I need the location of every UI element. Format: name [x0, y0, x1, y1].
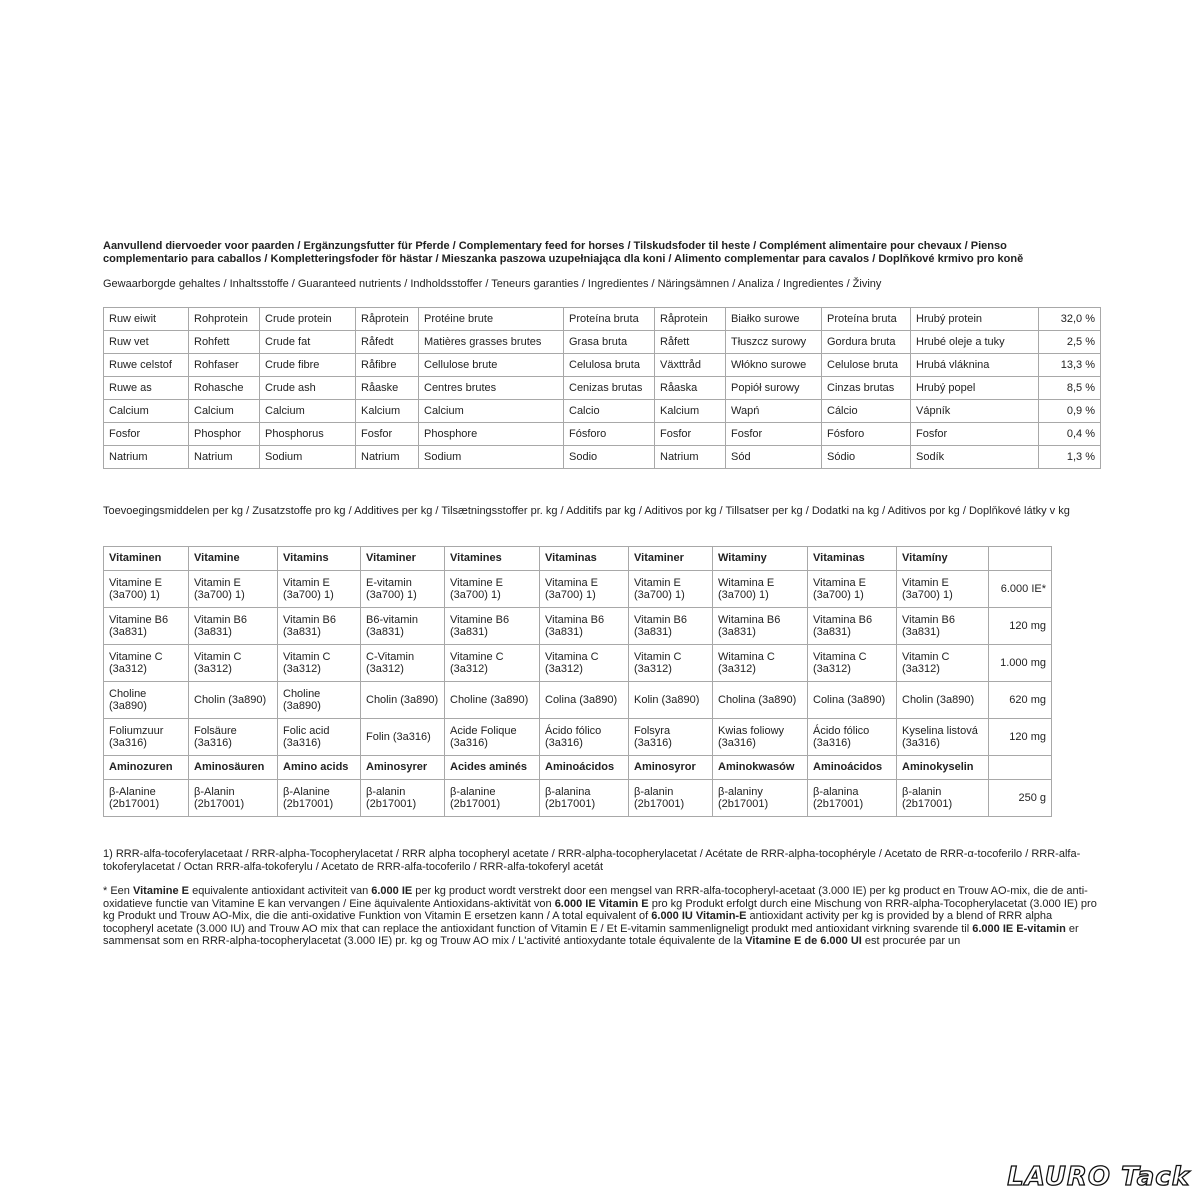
- table-cell: Vitaminen: [104, 547, 189, 571]
- table-cell: Råaske: [356, 377, 419, 400]
- table-cell: Vitaminas: [540, 547, 629, 571]
- table-cell: C-Vitamin (3a312): [361, 645, 445, 682]
- table-cell: 6.000 IE*: [989, 571, 1052, 608]
- table-cell: Vitamina B6 (3a831): [808, 608, 897, 645]
- table-cell: Colina (3a890): [808, 682, 897, 719]
- brand-logo: LAURO Tack: [1007, 1162, 1190, 1192]
- table-cell: Acides aminés: [445, 756, 540, 780]
- table-cell: Vitamina E (3a700) 1): [808, 571, 897, 608]
- table-cell: Proteína bruta: [564, 308, 655, 331]
- table-cell: Cholin (3a890): [189, 682, 278, 719]
- table-cell: Ruw vet: [104, 331, 189, 354]
- table-cell: Cholin (3a890): [361, 682, 445, 719]
- table-cell: Calcium: [104, 400, 189, 423]
- table-cell: Vitamíny: [897, 547, 989, 571]
- table-cell: Calcium: [419, 400, 564, 423]
- table-cell: Råfedt: [356, 331, 419, 354]
- table-cell: Natrium: [104, 446, 189, 469]
- table-cell: Kolin (3a890): [629, 682, 713, 719]
- table-cell: 13,3 %: [1039, 354, 1101, 377]
- table-cell: Phosphorus: [260, 423, 356, 446]
- table-cell: Witamina E (3a700) 1): [713, 571, 808, 608]
- nutrient-row: [104, 377, 1101, 400]
- table-cell: E-vitamin (3a700) 1): [361, 571, 445, 608]
- table-cell: Vitamin C (3a312): [897, 645, 989, 682]
- table-cell: Phosphor: [189, 423, 260, 446]
- table-cell: Matières grasses brutes: [419, 331, 564, 354]
- table-cell: 8,5 %: [1039, 377, 1101, 400]
- table-cell: Tłuszcz surowy: [726, 331, 822, 354]
- table-cell: Cinzas brutas: [822, 377, 911, 400]
- table-cell: Protéine brute: [419, 308, 564, 331]
- table-cell: Rohfaser: [189, 354, 260, 377]
- table-cell: Sodium: [419, 446, 564, 469]
- table-cell: Gordura bruta: [822, 331, 911, 354]
- footnote-text: antioxidant activity per kg is provided by a blend of RRR alpha tocopheryl acetate (3.000 IU) and Trouw AO mix that can replace the antioxidant function of Vitamin E / Et E-vitamin sammenligneligt produkt med antioxidant virkning svarende til: [103, 910, 1053, 935]
- table-cell: Vitamine: [189, 547, 278, 571]
- table-cell: Cellulose brute: [419, 354, 564, 377]
- table-cell: 120 mg: [989, 719, 1052, 756]
- page-heading: Aanvullend diervoeder voor paarden / Ergänzungsfutter für Pferde / Complementary feed for horses / Tilskudsfoder til heste / Complément alimentaire pour chevaux / Pienso complementario para caballos / Kompletteringsfoder för hästar / Mieszanka paszowa uzupełniająca dla koni / Alimento complementar para cavalos / Doplňkové krmivo pro koně: [103, 240, 1024, 265]
- table-cell: β-alaniny (2b17001): [713, 780, 808, 817]
- table-cell: Rohprotein: [189, 308, 260, 331]
- table-cell: Aminoácidos: [540, 756, 629, 780]
- nutrient-row: [104, 331, 1101, 354]
- table-cell: Foliumzuur (3a316): [104, 719, 189, 756]
- table-cell: Fosfor: [726, 423, 822, 446]
- table-cell: Popiół surowy: [726, 377, 822, 400]
- nutrients-caption: Gewaarborgde gehaltes / Inhaltsstoffe / Guaranteed nutrients / Indholdsstoffer / Teneurs garanties / Ingredientes / Näringsämnen / Analiza / Ingredientes / Živiny: [103, 278, 882, 290]
- table-cell: Vitaminer: [629, 547, 713, 571]
- table-cell: Sodík: [911, 446, 1039, 469]
- table-cell: Calcio: [564, 400, 655, 423]
- table-cell: Vitamine B6 (3a831): [104, 608, 189, 645]
- vitamin-row: [104, 719, 1052, 756]
- table-cell: Fósforo: [564, 423, 655, 446]
- nutrient-row: [104, 400, 1101, 423]
- table-cell: 0,4 %: [1039, 423, 1101, 446]
- table-cell: Amino acids: [278, 756, 361, 780]
- table-cell: Crude fibre: [260, 354, 356, 377]
- table-cell: Crude protein: [260, 308, 356, 331]
- table-cell: Aminoácidos: [808, 756, 897, 780]
- table-cell: Cholina (3a890): [713, 682, 808, 719]
- table-cell: Vitamines: [445, 547, 540, 571]
- table-cell: Grasa bruta: [564, 331, 655, 354]
- table-cell: Råprotein: [356, 308, 419, 331]
- table-cell: [989, 756, 1052, 780]
- table-cell: Ruw eiwit: [104, 308, 189, 331]
- table-cell: Vitamina E (3a700) 1): [540, 571, 629, 608]
- table-cell: Vitamin E (3a700) 1): [278, 571, 361, 608]
- table-cell: Natrium: [655, 446, 726, 469]
- table-cell: β-Alanin (2b17001): [189, 780, 278, 817]
- footnote-bold-text: 6.000 IE: [371, 885, 413, 897]
- table-cell: β-alanin (2b17001): [897, 780, 989, 817]
- table-cell: Vitamina C (3a312): [540, 645, 629, 682]
- footnote-text: equivalente antioxidant activiteit van: [189, 885, 372, 897]
- table-cell: Folsäure (3a316): [189, 719, 278, 756]
- table-cell: Hrubé oleje a tuky: [911, 331, 1039, 354]
- table-cell: Włókno surowe: [726, 354, 822, 377]
- table-cell: Ácido fólico (3a316): [540, 719, 629, 756]
- table-cell: Folin (3a316): [361, 719, 445, 756]
- table-cell: Witamina C (3a312): [713, 645, 808, 682]
- table-cell: Vitamin B6 (3a831): [897, 608, 989, 645]
- table-cell: Kalcium: [655, 400, 726, 423]
- table-cell: Aminokwasów: [713, 756, 808, 780]
- amino-acids-header-row: [104, 756, 1052, 780]
- table-cell: Vitamine E (3a700) 1): [104, 571, 189, 608]
- footnote-text: er sammensat som en RRR-alpha-tocopherylacetat (3.000 IE) pr. kg og Trouw AO mix / L'activité antioxydante totale équivalente de la: [103, 922, 1079, 948]
- table-cell: Vápník: [911, 400, 1039, 423]
- footnote-vitamin-e: [103, 885, 1098, 948]
- vitamin-row: [104, 571, 1052, 608]
- table-cell: 2,5 %: [1039, 331, 1101, 354]
- table-cell: 250 g: [989, 780, 1052, 817]
- table-cell: β-alanin (2b17001): [629, 780, 713, 817]
- footnote-bold-text: Vitamine E de 6.000 UI: [745, 935, 862, 948]
- table-cell: Centres brutes: [419, 377, 564, 400]
- table-cell: Choline (3a890): [445, 682, 540, 719]
- table-cell: Aminosyrer: [361, 756, 445, 780]
- table-cell: Cholin (3a890): [897, 682, 989, 719]
- table-cell: Kwias foliowy (3a316): [713, 719, 808, 756]
- table-cell: Vitamin E (3a700) 1): [897, 571, 989, 608]
- table-cell: Vitaminer: [361, 547, 445, 571]
- table-cell: Phosphore: [419, 423, 564, 446]
- table-cell: Choline (3a890): [104, 682, 189, 719]
- table-cell: Hrubá vláknina: [911, 354, 1039, 377]
- table-cell: Witamina B6 (3a831): [713, 608, 808, 645]
- table-cell: Calcium: [189, 400, 260, 423]
- table-cell: 1,3 %: [1039, 446, 1101, 469]
- table-cell: Råfibre: [356, 354, 419, 377]
- table-cell: Aminokyselin: [897, 756, 989, 780]
- table-cell: Natrium: [356, 446, 419, 469]
- table-cell: B6-vitamin (3a831): [361, 608, 445, 645]
- table-cell: Crude fat: [260, 331, 356, 354]
- nutrient-row: [104, 423, 1101, 446]
- table-cell: Sódio: [822, 446, 911, 469]
- table-cell: Choline (3a890): [278, 682, 361, 719]
- vitamins-header-row: [104, 547, 1052, 571]
- table-cell: β-alanine (2b17001): [445, 780, 540, 817]
- table-cell: Vitamin B6 (3a831): [629, 608, 713, 645]
- table-cell: Celulose bruta: [822, 354, 911, 377]
- table-cell: Aminosäuren: [189, 756, 278, 780]
- table-cell: β-Alanine (2b17001): [278, 780, 361, 817]
- table-cell: Cenizas brutas: [564, 377, 655, 400]
- additives-table: [103, 546, 1052, 817]
- table-cell: Aminosyror: [629, 756, 713, 780]
- table-cell: Rohasche: [189, 377, 260, 400]
- table-cell: Proteína bruta: [822, 308, 911, 331]
- nutrient-row: [104, 354, 1101, 377]
- nutrients-table: [103, 307, 1101, 469]
- table-cell: 0,9 %: [1039, 400, 1101, 423]
- table-cell: Vitamina C (3a312): [808, 645, 897, 682]
- table-cell: Kalcium: [356, 400, 419, 423]
- table-cell: Vitamin E (3a700) 1): [629, 571, 713, 608]
- table-cell: Crude ash: [260, 377, 356, 400]
- footnote-text: pro kg Produkt erfolgt durch eine Mischung von RRR-alpha-Tocopherylacetat (3.000 IE) pro kg Produkt und Trouw AO-Mix, die die anti-oxidative Funktion von Vitamin E ersetzen kann / A total equivalent of: [103, 897, 1097, 923]
- table-cell: Witaminy: [713, 547, 808, 571]
- table-cell: Vitamin C (3a312): [189, 645, 278, 682]
- table-cell: Cálcio: [822, 400, 911, 423]
- footnote-bold-text: 6.000 IE Vitamin E: [554, 897, 649, 910]
- table-cell: Sodium: [260, 446, 356, 469]
- table-cell: Vitamina B6 (3a831): [540, 608, 629, 645]
- table-cell: Vitamin B6 (3a831): [189, 608, 278, 645]
- table-cell: β-Alanine (2b17001): [104, 780, 189, 817]
- vitamin-row: [104, 645, 1052, 682]
- table-cell: Sodio: [564, 446, 655, 469]
- table-cell: Vitamin E (3a700) 1): [189, 571, 278, 608]
- table-cell: Vitaminas: [808, 547, 897, 571]
- table-cell: Vitamins: [278, 547, 361, 571]
- footnote-text: * Een: [103, 885, 133, 897]
- table-cell: 120 mg: [989, 608, 1052, 645]
- table-cell: Vitamin C (3a312): [278, 645, 361, 682]
- table-cell: Celulosa bruta: [564, 354, 655, 377]
- footnote-bold-text: 6.000 IU Vitamin-E: [651, 910, 747, 923]
- table-cell: Fósforo: [822, 423, 911, 446]
- table-cell: Fosfor: [356, 423, 419, 446]
- table-cell: Sód: [726, 446, 822, 469]
- table-cell: Folsyra (3a316): [629, 719, 713, 756]
- table-cell: Råaska: [655, 377, 726, 400]
- table-cell: Vitamin B6 (3a831): [278, 608, 361, 645]
- table-cell: Natrium: [189, 446, 260, 469]
- table-cell: Vitamine C (3a312): [104, 645, 189, 682]
- table-cell: Vitamin C (3a312): [629, 645, 713, 682]
- amino-acid-row: [104, 780, 1052, 817]
- table-cell: Fosfor: [104, 423, 189, 446]
- table-cell: Växttråd: [655, 354, 726, 377]
- table-cell: 620 mg: [989, 682, 1052, 719]
- table-cell: Aminozuren: [104, 756, 189, 780]
- footnote-bold-text: 6.000 IE E-vitamin: [972, 922, 1066, 935]
- table-cell: Rohfett: [189, 331, 260, 354]
- footnote-tocopheryl: 1) RRR-alfa-tocoferylacetaat / RRR-alpha-Tocopherylacetat / RRR alpha tocopheryl acetate / RRR-alpha-tocopherylacetat / Acétate de RRR-alpha-tocophéryle / Acetato de RRR-α-tocoferilo / RRR-alfa-tokoferylacetat / Octan RRR-alfa-tokoferylu / Acetato de RRR-alfa-tocoferilo / RRR-alfa-tokoferyl acetát: [103, 848, 1081, 873]
- footnote-text: est procurée par un: [861, 935, 961, 948]
- table-cell: β-alanina (2b17001): [808, 780, 897, 817]
- table-cell: Hrubý protein: [911, 308, 1039, 331]
- table-cell: Ruwe as: [104, 377, 189, 400]
- table-cell: Vitamine E (3a700) 1): [445, 571, 540, 608]
- table-cell: Calcium: [260, 400, 356, 423]
- nutrient-row: [104, 446, 1101, 469]
- table-cell: Hrubý popel: [911, 377, 1039, 400]
- table-cell: Wapń: [726, 400, 822, 423]
- footnote-text: per kg product wordt verstrekt door een mengsel van RRR-alfa-tocopheryl-acetaat (3.000 IE) per kg product en Trouw AO-mix, die de anti-oxidatieve functie van Vitamine E kan vervangen / Eine äquivalente Antioxidans-aktivität von: [103, 885, 1088, 910]
- table-cell: Vitamine C (3a312): [445, 645, 540, 682]
- vitamin-row: [104, 608, 1052, 645]
- table-cell: Acide Folique (3a316): [445, 719, 540, 756]
- table-cell: [989, 547, 1052, 571]
- additives-caption: Toevoegingsmiddelen per kg / Zusatzstoffe pro kg / Additives per kg / Tilsætningsstoffer pr. kg / Additifs par kg / Aditivos por kg / Tillsatser per kg / Dodatki na kg / Aditivos por kg / Doplňkové látky v kg: [103, 505, 1070, 517]
- table-cell: Vitamine B6 (3a831): [445, 608, 540, 645]
- table-cell: Kyselina listová (3a316): [897, 719, 989, 756]
- table-cell: Råprotein: [655, 308, 726, 331]
- table-cell: β-alanina (2b17001): [540, 780, 629, 817]
- table-cell: Ácido fólico (3a316): [808, 719, 897, 756]
- table-cell: 32,0 %: [1039, 308, 1101, 331]
- table-cell: Białko surowe: [726, 308, 822, 331]
- table-cell: Colina (3a890): [540, 682, 629, 719]
- nutrient-row: [104, 308, 1101, 331]
- table-cell: β-alanin (2b17001): [361, 780, 445, 817]
- vitamin-row: [104, 682, 1052, 719]
- table-cell: Folic acid (3a316): [278, 719, 361, 756]
- table-cell: 1.000 mg: [989, 645, 1052, 682]
- footnote-bold-text: Vitamine E: [132, 885, 190, 897]
- table-cell: Råfett: [655, 331, 726, 354]
- table-cell: Fosfor: [655, 423, 726, 446]
- table-cell: Fosfor: [911, 423, 1039, 446]
- table-cell: Ruwe celstof: [104, 354, 189, 377]
